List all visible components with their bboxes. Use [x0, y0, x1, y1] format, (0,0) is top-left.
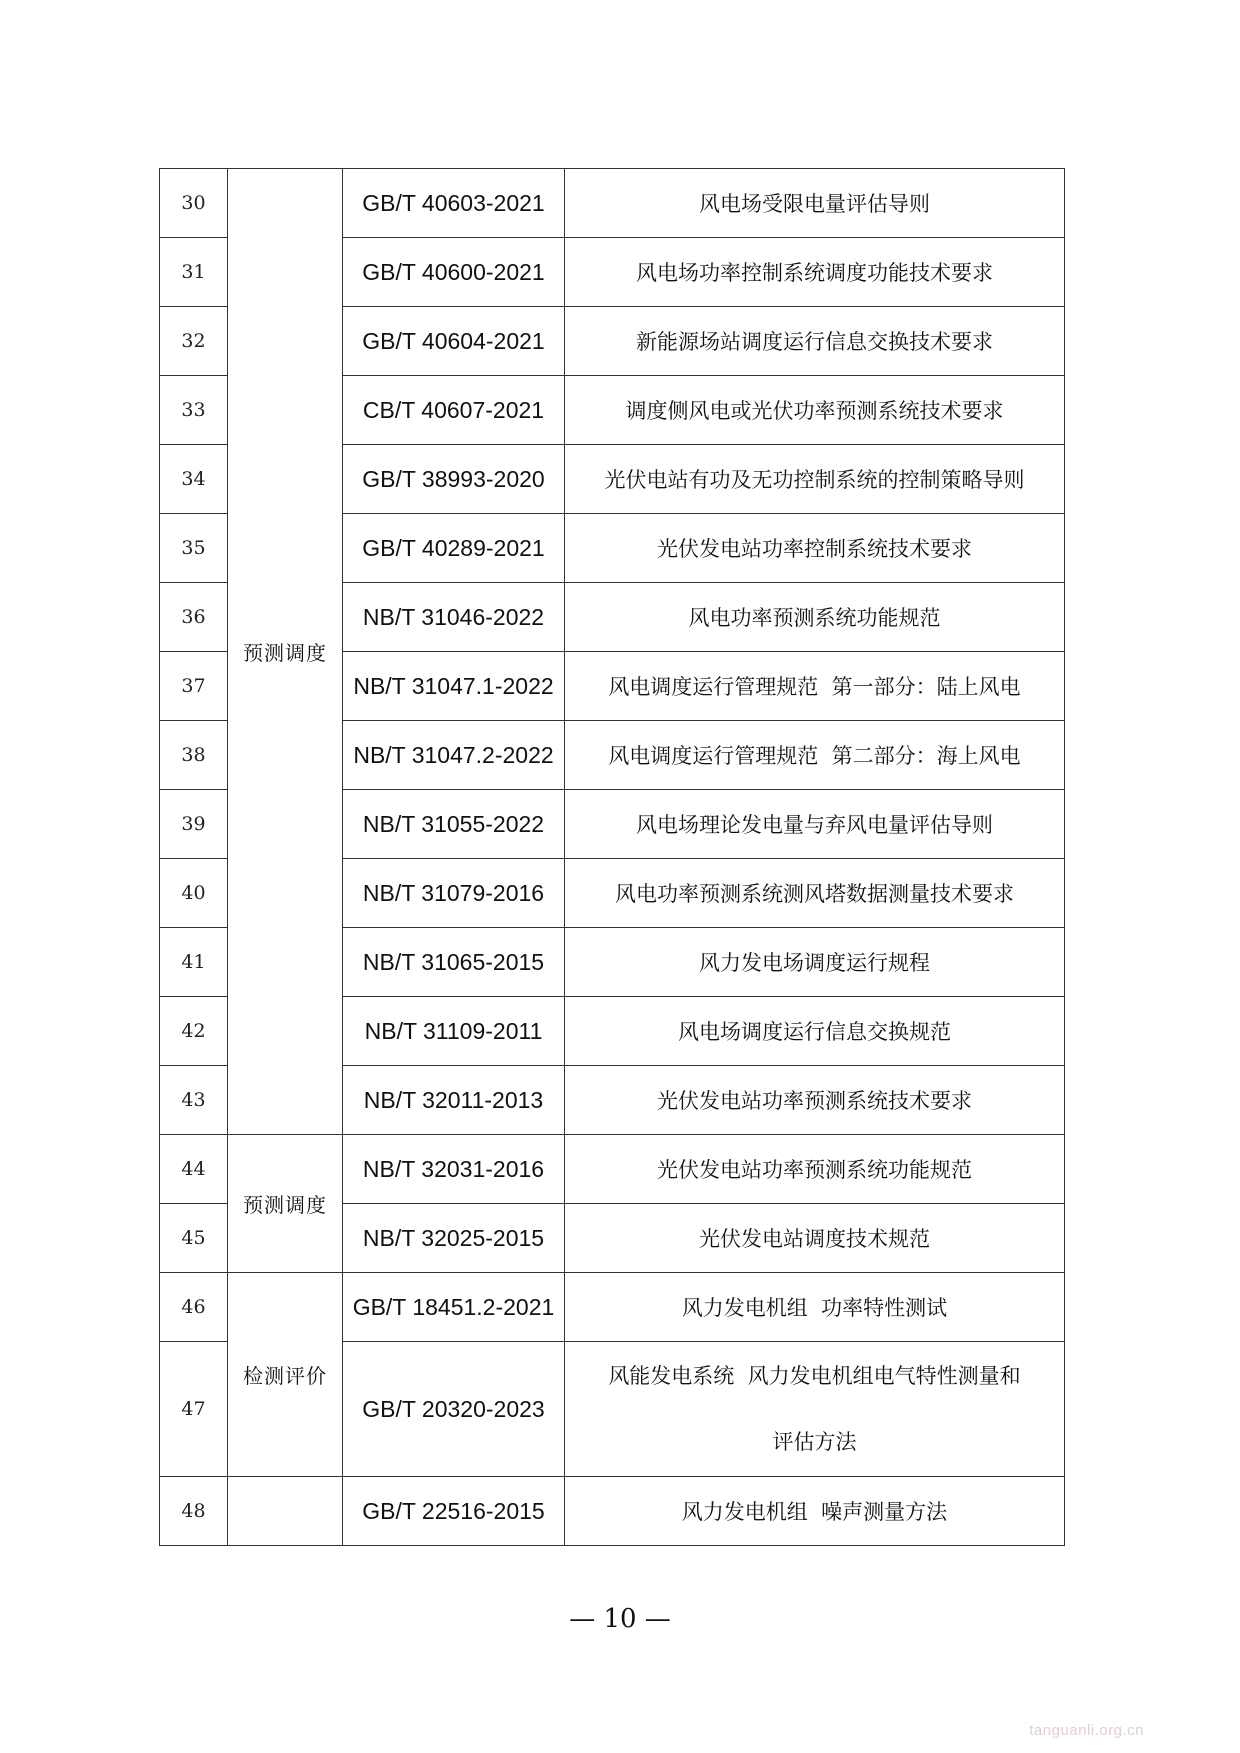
standard-code: GB/T 40604-2021 [343, 307, 565, 376]
standard-code: GB/T 38993-2020 [343, 445, 565, 514]
row-number: 38 [160, 721, 228, 790]
standard-code: GB/T 22516-2015 [343, 1477, 565, 1546]
standard-code: NB/T 32011-2013 [343, 1066, 565, 1135]
standard-title: 风电场功率控制系统调度功能技术要求 [565, 238, 1065, 307]
standard-title: 风电场调度运行信息交换规范 [565, 997, 1065, 1066]
watermark: tanguanli.org.cn [1029, 1722, 1144, 1739]
row-number: 30 [160, 169, 228, 238]
row-number: 48 [160, 1477, 228, 1546]
row-number: 42 [160, 997, 228, 1066]
standard-title: 风电功率预测系统测风塔数据测量技术要求 [565, 859, 1065, 928]
standard-title: 光伏发电站调度技术规范 [565, 1204, 1065, 1273]
standard-title: 风电调度运行管理规范 第二部分：海上风电 [565, 721, 1065, 790]
standard-title: 风力发电机组 噪声测量方法 [565, 1477, 1065, 1546]
standard-title: 风电场理论发电量与弃风电量评估导则 [565, 790, 1065, 859]
standard-title: 光伏电站有功及无功控制系统的控制策略导则 [565, 445, 1065, 514]
standard-code: NB/T 31055-2022 [343, 790, 565, 859]
standard-title: 风力发电场调度运行规程 [565, 928, 1065, 997]
row-number: 34 [160, 445, 228, 514]
standard-code: NB/T 32025-2015 [343, 1204, 565, 1273]
standard-title: 光伏发电站功率预测系统功能规范 [565, 1135, 1065, 1204]
table-row [160, 1477, 1065, 1546]
page-number: — 10 — [569, 1604, 671, 1634]
category-cell: 检测评价 [228, 1273, 343, 1477]
standard-title: 风电功率预测系统功能规范 [565, 583, 1065, 652]
standard-code: NB/T 31047.2-2022 [343, 721, 565, 790]
row-number: 35 [160, 514, 228, 583]
standard-title: 光伏发电站功率控制系统技术要求 [565, 514, 1065, 583]
row-number: 37 [160, 652, 228, 721]
standard-code: NB/T 31047.1-2022 [343, 652, 565, 721]
standard-title: 风力发电机组 功率特性测试 [565, 1273, 1065, 1342]
standard-code: GB/T 40600-2021 [343, 238, 565, 307]
standards-table [159, 168, 1065, 1546]
row-number: 32 [160, 307, 228, 376]
standard-code: NB/T 31079-2016 [343, 859, 565, 928]
row-number: 41 [160, 928, 228, 997]
standard-title: 新能源场站调度运行信息交换技术要求 [565, 307, 1065, 376]
row-number: 40 [160, 859, 228, 928]
standard-code: NB/T 31109-2011 [343, 997, 565, 1066]
row-number: 31 [160, 238, 228, 307]
row-number: 44 [160, 1135, 228, 1204]
standard-code: GB/T 18451.2-2021 [343, 1273, 565, 1342]
row-number: 39 [160, 790, 228, 859]
standard-code: NB/T 32031-2016 [343, 1135, 565, 1204]
standard-title: 风能发电系统 风力发电机组电气特性测量和 评估方法 [565, 1342, 1065, 1477]
table-row [160, 1135, 1065, 1204]
standard-title: 调度侧风电或光伏功率预测系统技术要求 [565, 376, 1065, 445]
standard-code: NB/T 31046-2022 [343, 583, 565, 652]
standard-title: 风电调度运行管理规范 第一部分：陆上风电 [565, 652, 1065, 721]
standard-code: GB/T 40603-2021 [343, 169, 565, 238]
standard-title: 光伏发电站功率预测系统技术要求 [565, 1066, 1065, 1135]
row-number: 33 [160, 376, 228, 445]
standard-code: NB/T 31065-2015 [343, 928, 565, 997]
standard-code: GB/T 40289-2021 [343, 514, 565, 583]
table-row [160, 169, 1065, 238]
table-row [160, 1273, 1065, 1342]
category-cell: 预测调度 [228, 1135, 343, 1273]
standard-title: 风电场受限电量评估导则 [565, 169, 1065, 238]
row-number: 45 [160, 1204, 228, 1273]
category-cell: 预测调度 [228, 169, 343, 1135]
row-number: 43 [160, 1066, 228, 1135]
row-number: 47 [160, 1342, 228, 1477]
standard-code: GB/T 20320-2023 [343, 1342, 565, 1477]
row-number: 46 [160, 1273, 228, 1342]
category-cell [228, 1477, 343, 1546]
row-number: 36 [160, 583, 228, 652]
standard-code: CB/T 40607-2021 [343, 376, 565, 445]
